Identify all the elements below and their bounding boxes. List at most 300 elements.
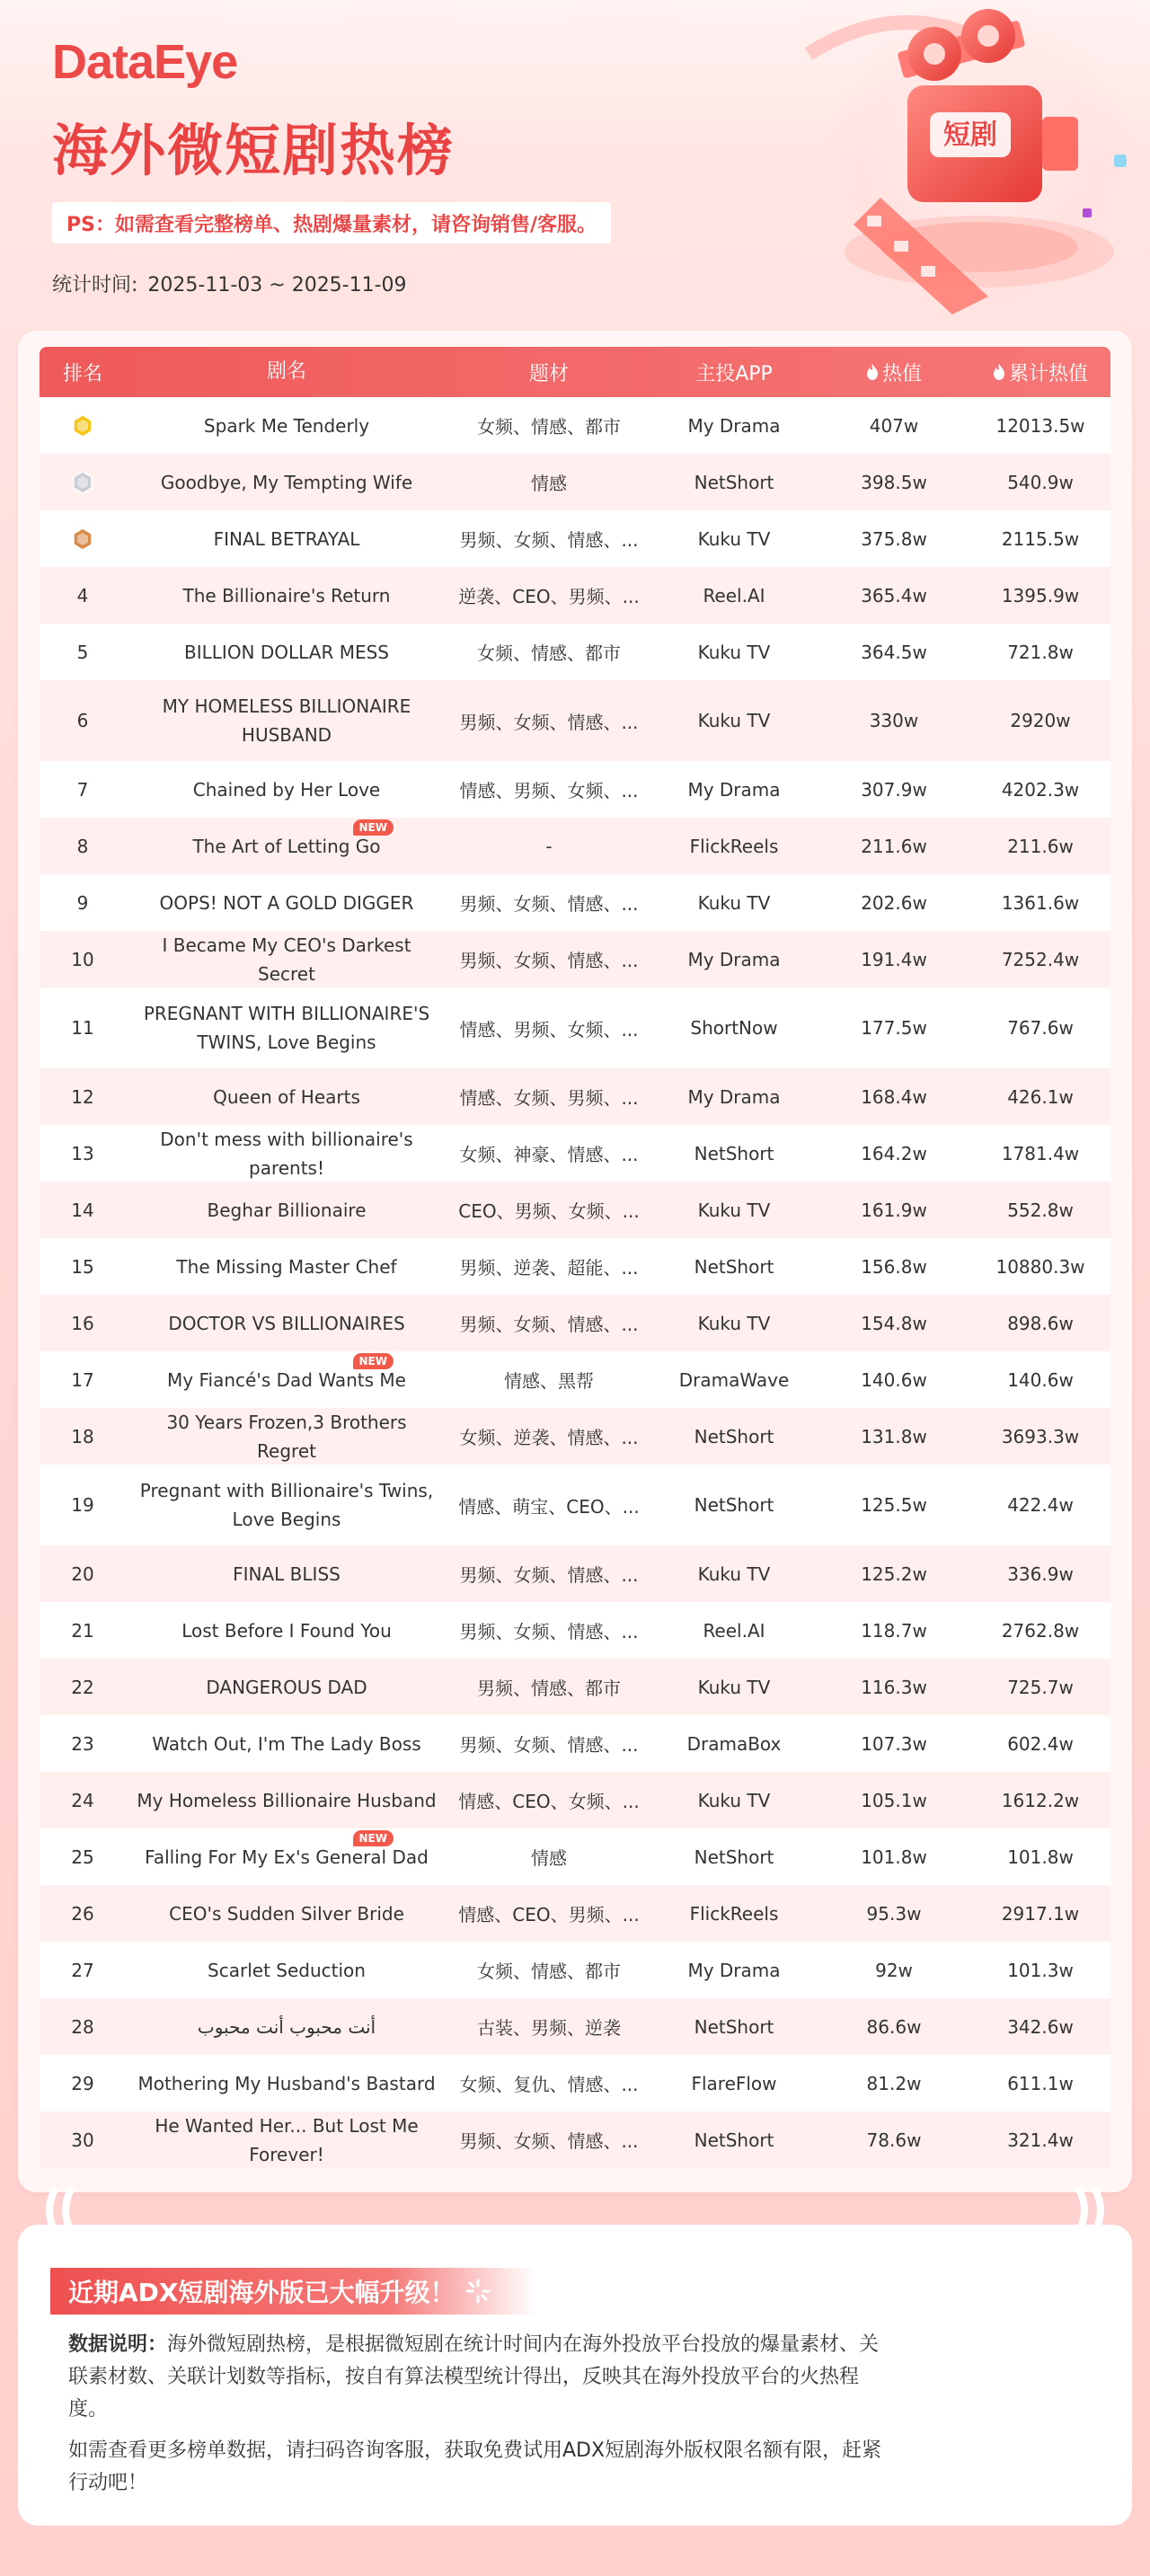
name-cell[interactable] <box>126 692 447 749</box>
table-row[interactable] <box>40 1351 1110 1408</box>
drama-name-text: Mothering My Husband's Bastard <box>137 2072 436 2094</box>
app-cell: Kuku TV <box>697 527 771 550</box>
header-total-label: 累计热值 <box>1008 362 1088 385</box>
total-heat-cell: 611.1w <box>1007 2072 1074 2094</box>
rank-cell: 22 <box>71 1676 94 1698</box>
name-cell[interactable] <box>126 1730 447 1758</box>
drama-name-text: Spark Me Tenderly <box>203 414 370 437</box>
name-cell[interactable] <box>126 2069 447 2098</box>
drama-name-text: The Art of Letting Go <box>192 835 381 857</box>
genre-cell: 男频、女频、情感、... <box>459 893 639 915</box>
total-heat-cell: 101.8w <box>1007 1846 1074 1868</box>
table-row[interactable] <box>40 818 1110 874</box>
name-cell[interactable] <box>126 1831 447 1872</box>
table-row[interactable] <box>40 2111 1110 2168</box>
app-cell: Kuku TV <box>697 1199 771 1221</box>
name-cell[interactable] <box>126 1899 447 1928</box>
app-cell: NetShort <box>694 1255 774 1278</box>
rank-cell: 17 <box>71 1368 94 1391</box>
data-description-label: 数据说明： <box>68 2333 168 2356</box>
drama-name-text: Lost Before I Found You <box>181 1619 392 1642</box>
table-row[interactable] <box>40 1885 1110 1942</box>
name-cell[interactable] <box>126 2111 447 2169</box>
new-badge: NEW <box>353 1353 394 1369</box>
total-heat-cell: 3693.3w <box>1001 1425 1080 1447</box>
total-heat-cell: 1612.2w <box>1001 1789 1080 1811</box>
table-row[interactable] <box>40 987 1110 1068</box>
drama-name-text: My Fiancé's Dad Wants Me <box>167 1368 406 1391</box>
genre-cell: 女频、逆袭、情感、... <box>459 1427 639 1448</box>
gold-medal-icon <box>71 414 94 438</box>
name-cell[interactable] <box>126 1354 447 1394</box>
drama-name <box>214 525 360 553</box>
drama-name <box>137 2069 435 2098</box>
app-cell: My Drama <box>687 1085 781 1108</box>
heat-cell: 156.8w <box>861 1255 927 1278</box>
upgrade-banner <box>50 2268 535 2315</box>
table-row[interactable] <box>40 1998 1110 2055</box>
heat-cell: 365.4w <box>861 584 927 606</box>
name-cell[interactable] <box>126 1786 447 1815</box>
table-row[interactable] <box>40 931 1110 987</box>
drama-name <box>206 1673 367 1702</box>
name-cell[interactable] <box>126 889 447 917</box>
heat-cell: 407w <box>869 414 919 437</box>
drama-name <box>135 2111 438 2169</box>
drama-name <box>135 1408 438 1465</box>
table-row[interactable] <box>40 624 1110 680</box>
flame-icon <box>993 364 1005 380</box>
rank-cell: 4 <box>76 584 89 606</box>
table-row[interactable] <box>40 1828 1110 1885</box>
total-heat-cell: 10880.3w <box>995 1255 1085 1278</box>
dataeye-logo: DataEye <box>52 35 238 89</box>
ps-notice: PS：如需查看完整榜单、热剧爆量素材，请咨询销售/客服。 <box>52 202 611 243</box>
rank-cell: 7 <box>76 778 89 801</box>
rank-cell: 12 <box>71 1085 94 1108</box>
drama-name-text: I Became My CEO's Darkest Secret <box>162 934 411 985</box>
new-badge: NEW <box>353 1830 394 1846</box>
total-heat-cell: 552.8w <box>1007 1199 1074 1221</box>
drama-name-text: Goodbye, My Tempting Wife <box>160 471 413 493</box>
table-row[interactable] <box>40 761 1110 818</box>
table-row[interactable] <box>40 1125 1110 1182</box>
drama-name <box>198 2013 376 2041</box>
heat-cell: 131.8w <box>861 1425 927 1447</box>
heat-cell: 105.1w <box>861 1789 927 1811</box>
heat-cell: 177.5w <box>861 1017 927 1039</box>
table-row[interactable] <box>40 510 1110 567</box>
total-heat-cell: 336.9w <box>1007 1562 1074 1585</box>
genre-cell: 情感、黑帮 <box>504 1370 594 1392</box>
heat-cell: 125.2w <box>861 1562 927 1585</box>
ranking-table <box>40 347 1110 2168</box>
app-cell: DramaWave <box>678 1368 790 1391</box>
rank-cell: 8 <box>76 835 89 857</box>
rank-cell: 21 <box>71 1619 94 1642</box>
rank-cell: 27 <box>71 1959 94 1981</box>
genre-cell: 情感 <box>531 473 567 494</box>
stat-period <box>52 270 411 297</box>
drama-name-text: Pregnant with Billionaire's Twins, Love Begins <box>139 1480 434 1530</box>
app-cell: Kuku TV <box>697 641 771 663</box>
rank-cell: 30 <box>71 2129 94 2151</box>
genre-cell: CEO、男频、女频、... <box>458 1200 640 1222</box>
rank-cell: 19 <box>71 1494 94 1516</box>
table-row[interactable] <box>40 1602 1110 1659</box>
table-row[interactable] <box>40 1238 1110 1295</box>
heat-cell: 116.3w <box>861 1676 927 1698</box>
genre-cell: 男频、女频、情感、... <box>459 1621 639 1642</box>
name-cell[interactable] <box>126 1616 447 1645</box>
app-cell: Reel.AI <box>703 584 765 606</box>
total-heat-cell: 898.6w <box>1007 1312 1074 1334</box>
heat-cell: 202.6w <box>861 891 927 914</box>
drama-name-text: DANGEROUS DAD <box>206 1676 367 1698</box>
rank-cell: 16 <box>71 1312 94 1334</box>
rank-cell: 5 <box>76 641 89 663</box>
total-heat-cell: 725.7w <box>1007 1676 1074 1698</box>
drama-name <box>135 999 438 1057</box>
genre-cell: 男频、女频、情感、... <box>459 1314 639 1335</box>
drama-name-text: Falling For My Ex's General Dad <box>145 1846 429 1868</box>
genre-cell: 女频、神豪、情感、... <box>459 1144 639 1165</box>
heat-cell: 161.9w <box>861 1199 927 1221</box>
drama-name <box>192 832 380 861</box>
heat-cell: 140.6w <box>861 1368 927 1391</box>
heat-cell: 191.4w <box>861 948 927 970</box>
table-row[interactable] <box>40 1772 1110 1828</box>
drama-name <box>161 468 412 497</box>
rank-cell: 23 <box>71 1732 94 1755</box>
drama-name <box>168 1309 404 1338</box>
genre-cell: 情感、女频、男频、... <box>459 1087 639 1109</box>
drama-name <box>181 1616 392 1645</box>
genre-cell: 女频、复仇、情感、... <box>459 2074 639 2095</box>
drama-name-text: DOCTOR VS BILLIONAIRES <box>168 1312 405 1334</box>
header-heat-label: 热值 <box>881 362 922 385</box>
app-cell: DramaBox <box>686 1732 782 1755</box>
name-cell[interactable] <box>126 1125 447 1182</box>
table-header <box>40 347 1110 397</box>
genre-cell: 女频、情感、都市 <box>477 642 621 664</box>
drama-name <box>193 775 380 804</box>
rank-cell <box>40 527 126 551</box>
name-cell[interactable] <box>126 1309 447 1338</box>
drama-name-text: PREGNANT WITH BILLIONAIRE'S TWINS, Love Begins <box>143 1003 430 1053</box>
drama-name-text: MY HOMELESS BILLIONAIRE HUSBAND <box>162 695 411 746</box>
heat-cell: 211.6w <box>861 835 927 857</box>
header-heat <box>818 359 970 386</box>
name-cell[interactable] <box>126 775 447 804</box>
rank-cell: 15 <box>71 1255 94 1278</box>
total-heat-cell: 211.6w <box>1007 835 1074 857</box>
header-genre: 题材 <box>528 362 569 385</box>
drama-name <box>213 1083 360 1111</box>
name-cell[interactable] <box>126 2013 447 2041</box>
app-cell: NetShort <box>694 1494 774 1516</box>
ranking-card <box>18 331 1132 2192</box>
table-row[interactable] <box>40 1295 1110 1351</box>
app-cell: My Drama <box>687 948 781 970</box>
app-cell: Kuku TV <box>697 710 771 731</box>
total-heat-cell: 140.6w <box>1007 1368 1074 1391</box>
heat-cell: 81.2w <box>866 2072 922 2094</box>
rank-cell: 28 <box>71 2015 94 2038</box>
heat-cell: 398.5w <box>861 471 927 493</box>
name-cell[interactable] <box>126 525 447 553</box>
app-cell: Kuku TV <box>697 1789 771 1811</box>
name-cell[interactable] <box>126 1956 447 1985</box>
heat-cell: 375.8w <box>861 527 927 550</box>
drama-name <box>208 1196 367 1225</box>
app-cell: NetShort <box>694 2129 774 2151</box>
rank-cell: 26 <box>71 1902 94 1925</box>
rank-cell: 29 <box>71 2072 94 2094</box>
drama-name-text: أنت محبوب أنت محبوب <box>197 2015 376 2038</box>
heat-cell: 86.6w <box>866 2015 922 2038</box>
genre-cell: 男频、女频、情感、... <box>459 2130 639 2152</box>
table-row[interactable] <box>40 1942 1110 1998</box>
total-heat-cell: 7252.4w <box>1001 948 1080 970</box>
app-cell: My Drama <box>687 778 781 801</box>
name-cell[interactable] <box>126 1253 447 1281</box>
table-row[interactable] <box>40 874 1110 931</box>
genre-cell: - <box>545 835 553 857</box>
app-cell: NetShort <box>694 2015 774 2038</box>
sparkle-icon <box>464 2278 491 2305</box>
data-description <box>68 2329 895 2426</box>
new-badge: NEW <box>353 819 394 836</box>
genre-cell: 男频、女频、情感、... <box>459 1564 639 1586</box>
total-heat-cell: 1395.9w <box>1001 584 1080 606</box>
total-heat-cell: 2917.1w <box>1001 1902 1080 1925</box>
drama-name <box>135 931 438 988</box>
flame-icon <box>866 364 879 380</box>
genre-cell: 情感、男频、女频、... <box>459 1018 639 1040</box>
app-cell: Kuku TV <box>697 1312 771 1334</box>
app-cell: ShortNow <box>690 1017 778 1039</box>
table-row[interactable] <box>40 680 1110 761</box>
genre-cell: 男频、逆袭、超能、... <box>459 1257 639 1279</box>
table-row[interactable] <box>40 1715 1110 1772</box>
name-cell[interactable] <box>126 1476 447 1534</box>
heat-cell: 95.3w <box>866 1902 922 1925</box>
drama-name <box>184 638 389 667</box>
header-name: 剧名 <box>266 360 306 383</box>
drama-name <box>167 1366 406 1394</box>
app-cell: NetShort <box>694 471 774 493</box>
name-cell[interactable] <box>126 468 447 497</box>
total-heat-cell: 767.6w <box>1007 1017 1074 1039</box>
drama-name-text: FINAL BLISS <box>233 1562 341 1585</box>
app-cell: My Drama <box>687 1959 781 1981</box>
drama-name-text: 30 Years Frozen,3 Brothers Regret <box>166 1411 407 1462</box>
genre-cell: 情感、CEO、女频、... <box>458 1791 640 1812</box>
drama-name <box>145 1843 429 1872</box>
art-label: 短剧 <box>943 120 997 151</box>
total-heat-cell: 426.1w <box>1007 1085 1074 1108</box>
total-heat-cell: 342.6w <box>1007 2015 1074 2038</box>
app-cell: NetShort <box>694 1142 774 1164</box>
genre-cell: 女频、情感、都市 <box>477 416 621 438</box>
rank-cell: 24 <box>71 1789 94 1811</box>
drama-name <box>137 1786 436 1815</box>
name-cell[interactable] <box>126 1560 447 1589</box>
heat-cell: 92w <box>875 1959 913 1981</box>
table-row[interactable] <box>40 454 1110 510</box>
name-cell[interactable] <box>126 999 447 1057</box>
header-rank: 排名 <box>62 362 102 385</box>
name-cell[interactable] <box>126 1196 447 1225</box>
heat-cell: 118.7w <box>861 1619 927 1642</box>
genre-cell: 情感、萌宝、CEO、... <box>458 1495 640 1518</box>
drama-name <box>135 692 438 749</box>
genre-cell: 男频、情感、都市 <box>477 1677 621 1699</box>
rank-cell: 18 <box>71 1425 94 1447</box>
drama-name <box>169 1899 404 1928</box>
app-cell: FlareFlow <box>691 2072 777 2094</box>
table-row[interactable] <box>40 1659 1110 1715</box>
total-heat-cell: 540.9w <box>1007 471 1074 493</box>
heat-cell: 307.9w <box>861 778 927 801</box>
drama-name-text: The Billionaire's Return <box>182 584 391 606</box>
app-cell: NetShort <box>694 1846 774 1868</box>
contact-note: 如需查看更多榜单数据，请扫码咨询客服，获取免费试用ADX短剧海外版权限名额有限，赶紧行动吧！ <box>68 2439 882 2494</box>
drama-name-text: Scarlet Seduction <box>208 1959 366 1981</box>
table-row[interactable] <box>40 1068 1110 1125</box>
total-heat-cell: 4202.3w <box>1001 778 1080 801</box>
table-row[interactable] <box>40 1408 1110 1465</box>
genre-cell: 女频、情感、都市 <box>477 1961 621 1982</box>
drama-name <box>233 1560 341 1589</box>
drama-name-text: Beghar Billionaire <box>207 1199 367 1221</box>
name-cell[interactable] <box>126 412 447 440</box>
table-row[interactable] <box>40 397 1110 454</box>
drama-name <box>135 1125 438 1182</box>
drama-name-text: CEO's Sudden Silver Bride <box>169 1902 404 1925</box>
total-heat-cell: 1781.4w <box>1001 1142 1080 1164</box>
table-row[interactable] <box>40 1182 1110 1238</box>
name-cell[interactable] <box>126 1673 447 1702</box>
app-cell: Reel.AI <box>703 1619 765 1642</box>
genre-cell: 情感、CEO、男频、... <box>458 1904 640 1925</box>
drama-name <box>176 1253 396 1281</box>
genre-cell: 逆袭、CEO、男频、... <box>458 586 640 607</box>
genre-cell: 男频、女频、情感、... <box>459 950 639 971</box>
drama-name-text: Don't mess with billionaire's parents! <box>160 1128 413 1179</box>
drama-name-text: Watch Out, I'm The Lady Boss <box>152 1732 421 1755</box>
drama-name <box>183 581 391 610</box>
total-heat-cell: 602.4w <box>1007 1732 1074 1755</box>
total-heat-cell: 2920w <box>1010 710 1071 731</box>
rank-cell: 6 <box>76 710 89 731</box>
name-cell[interactable] <box>126 1083 447 1111</box>
rank-cell: 20 <box>71 1562 94 1585</box>
rank-cell: 13 <box>71 1142 94 1164</box>
heat-cell: 164.2w <box>861 1142 927 1164</box>
rank-cell: 10 <box>71 948 94 970</box>
rank-cell: 25 <box>71 1846 94 1868</box>
genre-cell: 男频、女频、情感、... <box>459 711 639 733</box>
drama-name <box>208 1956 366 1985</box>
header-total <box>970 359 1110 386</box>
drama-name-text: BILLION DOLLAR MESS <box>184 641 389 663</box>
heat-cell: 364.5w <box>861 641 927 663</box>
heat-cell: 101.8w <box>861 1846 927 1868</box>
app-cell: Kuku TV <box>697 891 771 914</box>
total-heat-cell: 2115.5w <box>1001 527 1080 550</box>
total-heat-cell: 1361.6w <box>1001 891 1080 914</box>
rank-cell: 9 <box>76 891 89 914</box>
genre-cell: 情感、男频、女频、... <box>459 780 639 801</box>
genre-cell: 情感 <box>531 1847 567 1869</box>
drama-name <box>204 412 369 440</box>
rank-cell <box>40 470 126 494</box>
stat-label: 统计时间: <box>52 274 138 297</box>
drama-name-text: He Wanted Her... But Lost Me Forever! <box>155 2114 419 2165</box>
table-body <box>40 397 1110 2168</box>
heat-cell: 330w <box>869 710 919 731</box>
drama-name <box>160 889 414 917</box>
heat-cell: 78.6w <box>866 2129 922 2151</box>
app-cell: FlickReels <box>689 1902 779 1925</box>
stat-range: 2025-11-03 ~ 2025-11-09 <box>147 274 407 297</box>
rank-cell: 11 <box>71 1017 94 1039</box>
heat-cell: 107.3w <box>861 1732 927 1755</box>
total-heat-cell: 12013.5w <box>995 414 1085 437</box>
drama-name-text: The Missing Master Chef <box>176 1255 397 1278</box>
table-row[interactable] <box>40 2055 1110 2111</box>
film-camera-illustration <box>773 0 1150 332</box>
total-heat-cell: 321.4w <box>1007 2129 1074 2151</box>
data-description-text: 海外微短剧热榜，是根据微短剧在统计时间内在海外投放平台投放的爆量素材、关联素材数、关联计划数等指标，按自有算法模型统计得出，反映其在海外投放平台的火热程度。 <box>68 2333 880 2421</box>
heat-cell: 168.4w <box>861 1085 927 1108</box>
heat-cell: 154.8w <box>861 1312 927 1334</box>
drama-name-text: FINAL BETRAYAL <box>213 527 360 550</box>
total-heat-cell: 2762.8w <box>1001 1619 1080 1642</box>
heat-cell: 125.5w <box>861 1494 927 1516</box>
rank-cell: 14 <box>71 1199 94 1221</box>
drama-name-text: My Homeless Billionaire Husband <box>137 1789 437 1811</box>
name-cell[interactable] <box>126 638 447 667</box>
silver-medal-icon <box>71 471 94 494</box>
genre-cell: 男频、女频、情感、... <box>459 529 639 551</box>
drama-name-text: Queen of Hearts <box>213 1085 360 1108</box>
genre-cell: 古装、男频、逆袭 <box>477 2017 621 2039</box>
page-title: 海外微短剧热榜 <box>52 118 456 183</box>
drama-name <box>152 1730 420 1758</box>
app-cell: FlickReels <box>689 835 779 857</box>
name-cell[interactable] <box>126 1408 447 1465</box>
app-cell: Kuku TV <box>697 1676 771 1698</box>
table-row[interactable] <box>40 567 1110 624</box>
name-cell[interactable] <box>126 581 447 610</box>
name-cell[interactable] <box>126 820 447 861</box>
table-row[interactable] <box>40 1545 1110 1602</box>
drama-name-text: Chained by Her Love <box>192 778 381 801</box>
table-row[interactable] <box>40 1465 1110 1545</box>
header <box>0 0 1150 332</box>
bronze-medal-icon <box>71 527 94 551</box>
genre-cell: 男频、女频、情感、... <box>459 1734 639 1756</box>
total-heat-cell: 721.8w <box>1007 641 1074 663</box>
drama-name-text: OOPS! NOT A GOLD DIGGER <box>159 891 414 914</box>
header-app: 主投APP <box>695 362 773 385</box>
rank-cell <box>40 413 126 438</box>
total-heat-cell: 101.3w <box>1007 1959 1074 1981</box>
name-cell[interactable] <box>126 931 447 988</box>
